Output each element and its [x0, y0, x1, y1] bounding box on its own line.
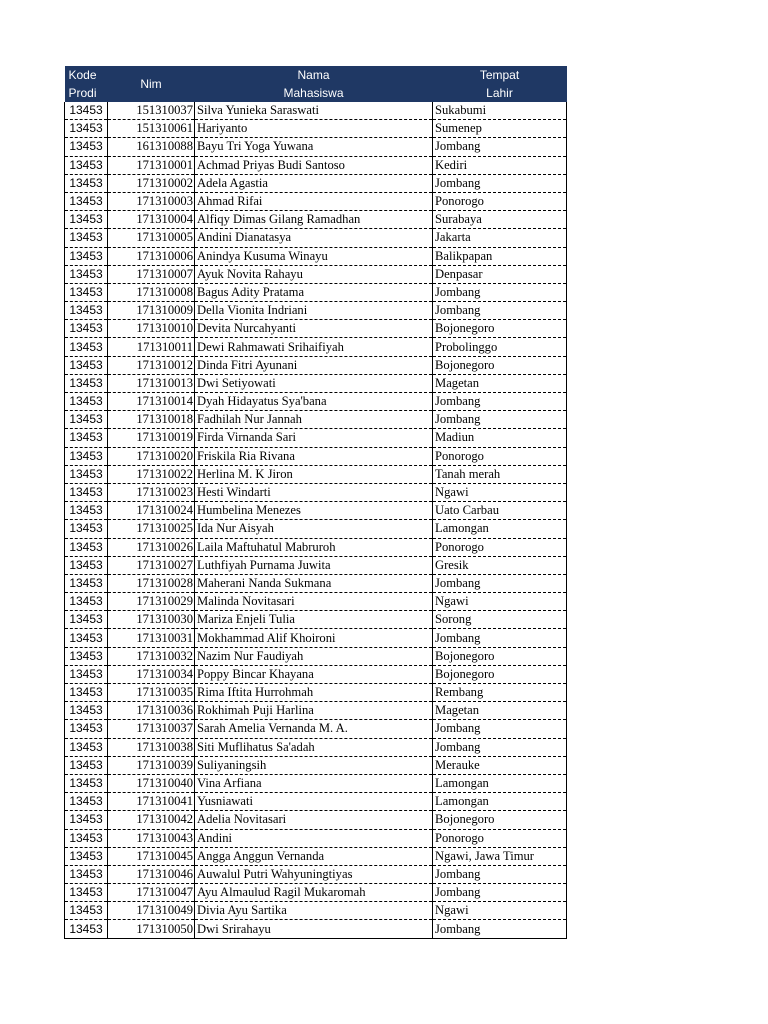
- table-row: [65, 138, 567, 156]
- cell-tempat-lahir: Jombang: [433, 302, 567, 320]
- cell-kode-prodi: 13453: [65, 229, 108, 247]
- cell-kode-prodi: 13453: [65, 247, 108, 265]
- cell-nim: 171310010: [108, 320, 195, 338]
- cell-nim: 171310003: [108, 192, 195, 210]
- cell-nim: 161310088: [108, 138, 195, 156]
- table-row: [65, 720, 567, 738]
- cell-kode-prodi: 13453: [65, 720, 108, 738]
- table-row: [65, 574, 567, 592]
- cell-nama-mahasiswa: Dinda Fitri Ayunani: [195, 356, 433, 374]
- cell-kode-prodi: 13453: [65, 793, 108, 811]
- table-row: [65, 320, 567, 338]
- table-row: [65, 611, 567, 629]
- cell-kode-prodi: 13453: [65, 502, 108, 520]
- header-nim-line1: Nim: [140, 77, 162, 91]
- table-row: [65, 756, 567, 774]
- cell-tempat-lahir: Kediri: [433, 156, 567, 174]
- table-row: [65, 192, 567, 210]
- cell-nama-mahasiswa: Rokhimah Puji Harlina: [195, 702, 433, 720]
- cell-nim: 171310050: [108, 920, 195, 938]
- cell-kode-prodi: 13453: [65, 102, 108, 120]
- cell-nama-mahasiswa: Angga Anggun Vernanda: [195, 847, 433, 865]
- cell-nim: 171310005: [108, 229, 195, 247]
- table-row: [65, 483, 567, 501]
- cell-nim: 171310045: [108, 847, 195, 865]
- header-tempat-line1: Tempat: [479, 68, 520, 82]
- cell-kode-prodi: 13453: [65, 156, 108, 174]
- cell-nim: 171310038: [108, 738, 195, 756]
- cell-nim: 171310047: [108, 884, 195, 902]
- header-tempat-lahir: [433, 66, 567, 102]
- table-row: [65, 902, 567, 920]
- cell-tempat-lahir: Balikpapan: [433, 247, 567, 265]
- cell-kode-prodi: 13453: [65, 265, 108, 283]
- cell-nama-mahasiswa: Humbelina Menezes: [195, 502, 433, 520]
- cell-nama-mahasiswa: Friskila Ria Rivana: [195, 447, 433, 465]
- cell-kode-prodi: 13453: [65, 738, 108, 756]
- cell-nim: 171310019: [108, 429, 195, 447]
- cell-kode-prodi: 13453: [65, 884, 108, 902]
- cell-tempat-lahir: Bojonegoro: [433, 647, 567, 665]
- cell-nama-mahasiswa: Anindya Kusuma Winayu: [195, 247, 433, 265]
- cell-tempat-lahir: Probolinggo: [433, 338, 567, 356]
- cell-nama-mahasiswa: Silva Yunieka Saraswati: [195, 102, 433, 120]
- cell-tempat-lahir: Jombang: [433, 283, 567, 301]
- cell-nim: 151310061: [108, 120, 195, 138]
- cell-tempat-lahir: Rembang: [433, 684, 567, 702]
- header-tempat-line2: Lahir: [486, 86, 513, 100]
- table-row: [65, 465, 567, 483]
- cell-nim: 171310032: [108, 647, 195, 665]
- cell-nama-mahasiswa: Nazim Nur Faudiyah: [195, 647, 433, 665]
- cell-kode-prodi: 13453: [65, 902, 108, 920]
- table-row: [65, 502, 567, 520]
- cell-nama-mahasiswa: Herlina M. K Jiron: [195, 465, 433, 483]
- cell-nim: 151310037: [108, 102, 195, 120]
- cell-kode-prodi: 13453: [65, 629, 108, 647]
- cell-nim: 171310041: [108, 793, 195, 811]
- table-row: [65, 156, 567, 174]
- table-row: [65, 283, 567, 301]
- cell-nama-mahasiswa: Luthfiyah Purnama Juwita: [195, 556, 433, 574]
- cell-kode-prodi: 13453: [65, 647, 108, 665]
- table-row: [65, 447, 567, 465]
- cell-kode-prodi: 13453: [65, 393, 108, 411]
- cell-nim: 171310036: [108, 702, 195, 720]
- cell-nim: 171310028: [108, 574, 195, 592]
- cell-nama-mahasiswa: Bayu Tri Yoga Yuwana: [195, 138, 433, 156]
- table-row: [65, 884, 567, 902]
- cell-kode-prodi: 13453: [65, 211, 108, 229]
- cell-nama-mahasiswa: Ayu Almaulud Ragil Mukaromah: [195, 884, 433, 902]
- cell-nama-mahasiswa: Ahmad Rifai: [195, 192, 433, 210]
- cell-nama-mahasiswa: Rima Iftita Hurrohmah: [195, 684, 433, 702]
- cell-nim: 171310046: [108, 865, 195, 883]
- cell-nim: 171310026: [108, 538, 195, 556]
- cell-kode-prodi: 13453: [65, 283, 108, 301]
- cell-nama-mahasiswa: Laila Maftuhatul Mabruroh: [195, 538, 433, 556]
- cell-tempat-lahir: Ponorogo: [433, 447, 567, 465]
- table-row: [65, 829, 567, 847]
- table-row: [65, 593, 567, 611]
- cell-kode-prodi: 13453: [65, 138, 108, 156]
- cell-nim: 171310034: [108, 665, 195, 683]
- table-row: [65, 102, 567, 120]
- cell-nim: 171310039: [108, 756, 195, 774]
- cell-tempat-lahir: Surabaya: [433, 211, 567, 229]
- cell-tempat-lahir: Sumenep: [433, 120, 567, 138]
- table-row: [65, 520, 567, 538]
- cell-kode-prodi: 13453: [65, 447, 108, 465]
- cell-nama-mahasiswa: Devita Nurcahyanti: [195, 320, 433, 338]
- cell-nama-mahasiswa: Yusniawati: [195, 793, 433, 811]
- cell-tempat-lahir: Ngawi: [433, 483, 567, 501]
- cell-nama-mahasiswa: Sarah Amelia Vernanda M. A.: [195, 720, 433, 738]
- cell-nama-mahasiswa: Poppy Bincar Khayana: [195, 665, 433, 683]
- cell-nama-mahasiswa: Divia Ayu Sartika: [195, 902, 433, 920]
- cell-kode-prodi: 13453: [65, 411, 108, 429]
- cell-kode-prodi: 13453: [65, 356, 108, 374]
- cell-kode-prodi: 13453: [65, 702, 108, 720]
- header-nama-line1: Nama: [297, 68, 330, 82]
- cell-nim: 171310027: [108, 556, 195, 574]
- cell-tempat-lahir: Tanah merah: [433, 465, 567, 483]
- cell-tempat-lahir: Sorong: [433, 611, 567, 629]
- cell-nama-mahasiswa: Maherani Nanda Sukmana: [195, 574, 433, 592]
- cell-nama-mahasiswa: Dwi Srirahayu: [195, 920, 433, 938]
- cell-nama-mahasiswa: Suliyaningsih: [195, 756, 433, 774]
- cell-nama-mahasiswa: Bagus Adity Pratama: [195, 283, 433, 301]
- table-row: [65, 738, 567, 756]
- cell-nim: 171310020: [108, 447, 195, 465]
- header-kode-line1: Kode: [68, 68, 97, 82]
- cell-nim: 171310042: [108, 811, 195, 829]
- table-row: [65, 538, 567, 556]
- cell-kode-prodi: 13453: [65, 520, 108, 538]
- cell-nama-mahasiswa: Alfiqy Dimas Gilang Ramadhan: [195, 211, 433, 229]
- table-row: [65, 120, 567, 138]
- cell-nama-mahasiswa: Auwalul Putri Wahyuningtiyas: [195, 865, 433, 883]
- cell-nama-mahasiswa: Ayuk Novita Rahayu: [195, 265, 433, 283]
- cell-tempat-lahir: Bojonegoro: [433, 320, 567, 338]
- table-row: [65, 374, 567, 392]
- header-kode-line2: Prodi: [68, 86, 97, 100]
- table-row: [65, 174, 567, 192]
- cell-nim: 171310008: [108, 283, 195, 301]
- table-row: [65, 356, 567, 374]
- table-row: [65, 920, 567, 938]
- cell-nim: 171310014: [108, 393, 195, 411]
- cell-nama-mahasiswa: Fadhilah Nur Jannah: [195, 411, 433, 429]
- table-row: [65, 847, 567, 865]
- cell-kode-prodi: 13453: [65, 829, 108, 847]
- cell-tempat-lahir: Ponorogo: [433, 192, 567, 210]
- cell-nim: 171310001: [108, 156, 195, 174]
- cell-tempat-lahir: Denpasar: [433, 265, 567, 283]
- cell-tempat-lahir: Madiun: [433, 429, 567, 447]
- cell-kode-prodi: 13453: [65, 429, 108, 447]
- cell-kode-prodi: 13453: [65, 120, 108, 138]
- cell-nim: 171310040: [108, 774, 195, 792]
- header-nama-mahasiswa: [195, 66, 433, 102]
- table-row: [65, 774, 567, 792]
- table-body: [65, 102, 567, 938]
- cell-kode-prodi: 13453: [65, 483, 108, 501]
- cell-kode-prodi: 13453: [65, 556, 108, 574]
- cell-tempat-lahir: Jombang: [433, 138, 567, 156]
- cell-nama-mahasiswa: Hariyanto: [195, 120, 433, 138]
- cell-nim: 171310007: [108, 265, 195, 283]
- cell-tempat-lahir: Lamongan: [433, 793, 567, 811]
- cell-nama-mahasiswa: Achmad Priyas Budi Santoso: [195, 156, 433, 174]
- cell-nama-mahasiswa: Mariza Enjeli Tulia: [195, 611, 433, 629]
- cell-nim: 171310022: [108, 465, 195, 483]
- table-row: [65, 684, 567, 702]
- cell-nama-mahasiswa: Dyah Hidayatus Sya'bana: [195, 393, 433, 411]
- cell-kode-prodi: 13453: [65, 465, 108, 483]
- cell-tempat-lahir: Gresik: [433, 556, 567, 574]
- cell-nama-mahasiswa: Firda Virnanda Sari: [195, 429, 433, 447]
- cell-tempat-lahir: Ngawi: [433, 902, 567, 920]
- table-row: [65, 393, 567, 411]
- cell-tempat-lahir: Jombang: [433, 629, 567, 647]
- cell-tempat-lahir: Jombang: [433, 411, 567, 429]
- cell-kode-prodi: 13453: [65, 338, 108, 356]
- header-row: [65, 66, 567, 102]
- cell-nim: 171310023: [108, 483, 195, 501]
- cell-tempat-lahir: Jakarta: [433, 229, 567, 247]
- table-row: [65, 429, 567, 447]
- cell-tempat-lahir: Magetan: [433, 702, 567, 720]
- cell-kode-prodi: 13453: [65, 320, 108, 338]
- cell-kode-prodi: 13453: [65, 774, 108, 792]
- cell-tempat-lahir: Ngawi: [433, 593, 567, 611]
- cell-kode-prodi: 13453: [65, 756, 108, 774]
- cell-kode-prodi: 13453: [65, 847, 108, 865]
- cell-tempat-lahir: Jombang: [433, 720, 567, 738]
- student-table: [64, 66, 567, 939]
- cell-nim: 171310011: [108, 338, 195, 356]
- table-row: [65, 665, 567, 683]
- table-row: [65, 247, 567, 265]
- cell-tempat-lahir: Ngawi, Jawa Timur: [433, 847, 567, 865]
- cell-tempat-lahir: Lamongan: [433, 774, 567, 792]
- cell-nama-mahasiswa: Andini: [195, 829, 433, 847]
- cell-kode-prodi: 13453: [65, 574, 108, 592]
- cell-nama-mahasiswa: Hesti Windarti: [195, 483, 433, 501]
- cell-tempat-lahir: Ponorogo: [433, 829, 567, 847]
- table-row: [65, 411, 567, 429]
- cell-nim: 171310012: [108, 356, 195, 374]
- cell-nama-mahasiswa: Andini Dianatasya: [195, 229, 433, 247]
- cell-tempat-lahir: Sukabumi: [433, 102, 567, 120]
- table-row: [65, 229, 567, 247]
- cell-tempat-lahir: Jombang: [433, 174, 567, 192]
- cell-tempat-lahir: Jombang: [433, 393, 567, 411]
- table-row: [65, 647, 567, 665]
- cell-nim: 171310029: [108, 593, 195, 611]
- cell-kode-prodi: 13453: [65, 192, 108, 210]
- cell-nim: 171310025: [108, 520, 195, 538]
- table-row: [65, 302, 567, 320]
- cell-tempat-lahir: Magetan: [433, 374, 567, 392]
- cell-kode-prodi: 13453: [65, 665, 108, 683]
- header-kode-prodi: [65, 66, 108, 102]
- cell-nim: 171310024: [108, 502, 195, 520]
- cell-nim: 171310031: [108, 629, 195, 647]
- cell-tempat-lahir: Jombang: [433, 920, 567, 938]
- cell-nama-mahasiswa: Dewi Rahmawati Srihaifiyah: [195, 338, 433, 356]
- cell-kode-prodi: 13453: [65, 684, 108, 702]
- table-row: [65, 702, 567, 720]
- cell-kode-prodi: 13453: [65, 302, 108, 320]
- cell-tempat-lahir: Ponorogo: [433, 538, 567, 556]
- cell-nim: 171310009: [108, 302, 195, 320]
- cell-nim: 171310043: [108, 829, 195, 847]
- table-row: [65, 793, 567, 811]
- cell-kode-prodi: 13453: [65, 611, 108, 629]
- cell-nim: 171310002: [108, 174, 195, 192]
- cell-nim: 171310049: [108, 902, 195, 920]
- cell-nim: 171310037: [108, 720, 195, 738]
- cell-tempat-lahir: Jombang: [433, 865, 567, 883]
- table-row: [65, 629, 567, 647]
- cell-nim: 171310030: [108, 611, 195, 629]
- table-row: [65, 265, 567, 283]
- cell-kode-prodi: 13453: [65, 174, 108, 192]
- table-row: [65, 556, 567, 574]
- cell-nim: 171310004: [108, 211, 195, 229]
- cell-tempat-lahir: Uato Carbau: [433, 502, 567, 520]
- cell-tempat-lahir: Bojonegoro: [433, 665, 567, 683]
- cell-nama-mahasiswa: Vina Arfiana: [195, 774, 433, 792]
- cell-kode-prodi: 13453: [65, 920, 108, 938]
- cell-nim: 171310035: [108, 684, 195, 702]
- cell-tempat-lahir: Bojonegoro: [433, 811, 567, 829]
- cell-tempat-lahir: Bojonegoro: [433, 356, 567, 374]
- cell-nama-mahasiswa: Dwi Setiyowati: [195, 374, 433, 392]
- cell-kode-prodi: 13453: [65, 811, 108, 829]
- cell-kode-prodi: 13453: [65, 865, 108, 883]
- cell-nama-mahasiswa: Ida Nur Aisyah: [195, 520, 433, 538]
- header-nama-line2: Mahasiswa: [283, 86, 344, 100]
- cell-nama-mahasiswa: Malinda Novitasari: [195, 593, 433, 611]
- cell-tempat-lahir: Jombang: [433, 738, 567, 756]
- header-nim: [108, 66, 195, 102]
- cell-tempat-lahir: Jombang: [433, 884, 567, 902]
- table-row: [65, 811, 567, 829]
- cell-tempat-lahir: Lamongan: [433, 520, 567, 538]
- cell-kode-prodi: 13453: [65, 374, 108, 392]
- cell-nama-mahasiswa: Mokhammad Alif Khoironi: [195, 629, 433, 647]
- cell-nama-mahasiswa: Adelia Novitasari: [195, 811, 433, 829]
- table-row: [65, 338, 567, 356]
- cell-tempat-lahir: Jombang: [433, 574, 567, 592]
- cell-tempat-lahir: Merauke: [433, 756, 567, 774]
- table-row: [65, 211, 567, 229]
- cell-nama-mahasiswa: Siti Muflihatus Sa'adah: [195, 738, 433, 756]
- cell-nama-mahasiswa: Della Vionita Indriani: [195, 302, 433, 320]
- cell-kode-prodi: 13453: [65, 538, 108, 556]
- cell-nim: 171310006: [108, 247, 195, 265]
- cell-nim: 171310013: [108, 374, 195, 392]
- table-row: [65, 865, 567, 883]
- cell-nim: 171310018: [108, 411, 195, 429]
- cell-kode-prodi: 13453: [65, 593, 108, 611]
- cell-nama-mahasiswa: Adela Agastia: [195, 174, 433, 192]
